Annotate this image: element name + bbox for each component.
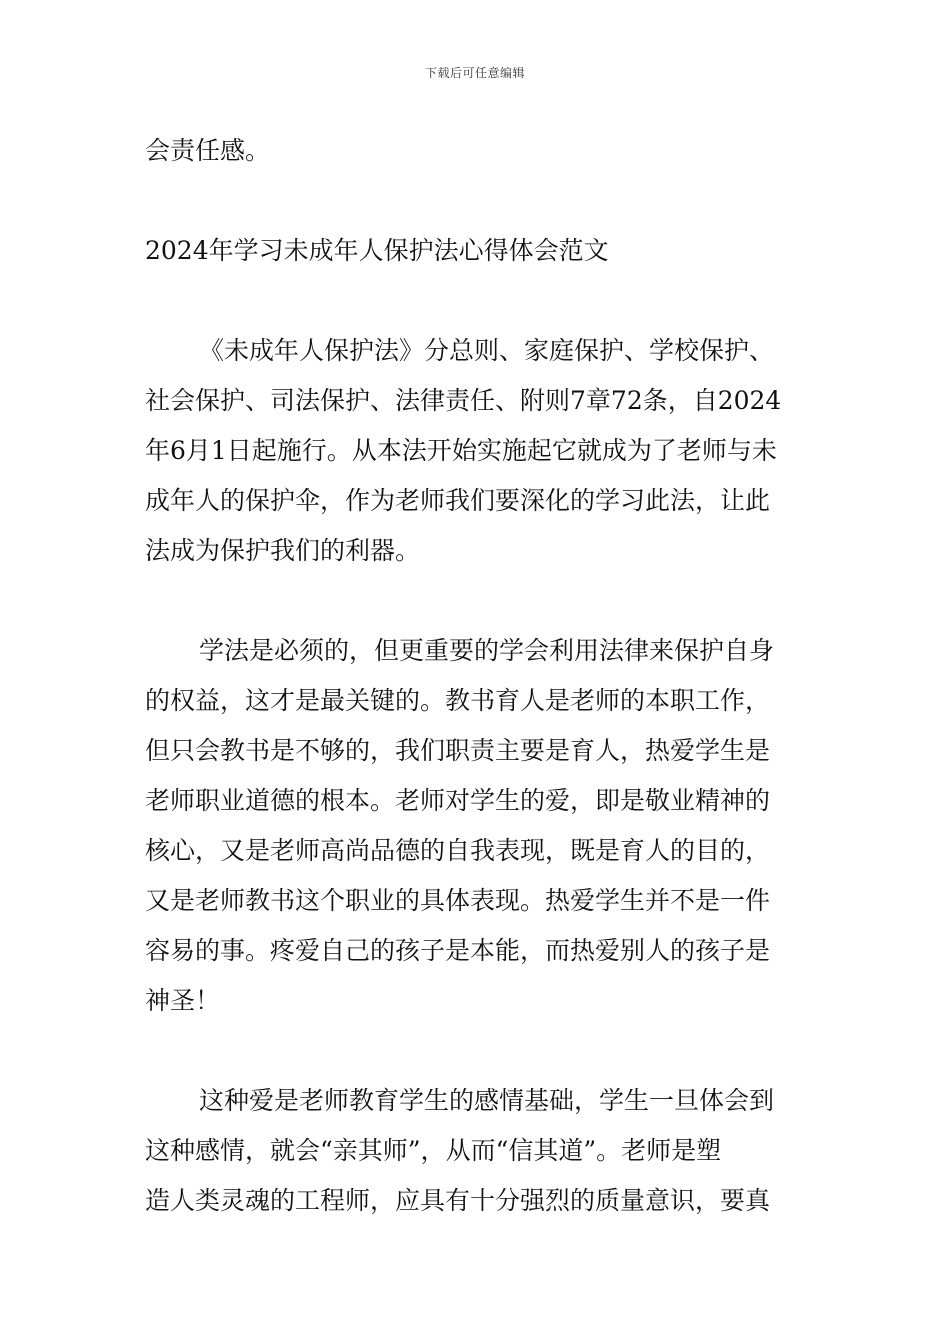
lead-line: 会责任感。: [145, 136, 271, 165]
paragraph-2: [145, 626, 807, 1026]
paragraph-line: 社会保护、司法保护、法律责任、附则7章72条，自2024: [145, 386, 782, 415]
document-body: [145, 126, 807, 1226]
paragraph-line: 又是老师教书这个职业的具体表现。热爱学生并不是一件: [145, 886, 771, 915]
paragraph-line: 成年人的保护伞，作为老师我们要深化的学习此法，让此: [145, 486, 771, 515]
paragraph-line: 年6月1日起施行。从本法开始实施起它就成为了老师与未: [145, 436, 777, 465]
paragraph-line: 老师职业道德的根本。老师对学生的爱，即是敬业精神的: [145, 786, 771, 815]
paragraph-line: 这种爱是老师教育学生的感情基础，学生一旦体会到: [199, 1086, 775, 1115]
paragraph-gap: [145, 1026, 807, 1076]
paragraph-line: 的权益，这才是最关键的。教书育人是老师的本职工作，: [145, 686, 771, 715]
paragraph-3: [145, 1076, 807, 1226]
paragraph-line: 但只会教书是不够的，我们职责主要是育人，热爱学生是: [145, 736, 771, 765]
paragraph-line: 造人类灵魂的工程师，应具有十分强烈的质量意识，要真: [145, 1186, 771, 1215]
paragraph-line: 《未成年人保护法》分总则、家庭保护、学校保护、: [199, 336, 775, 365]
paragraph-line: 容易的事。疼爱自己的孩子是本能，而热爱别人的孩子是: [145, 936, 771, 965]
paragraph-line: 神圣！: [145, 986, 221, 1015]
paragraph-gap: [145, 176, 807, 226]
paragraph-line: 学法是必须的，但更重要的学会利用法律来保护自身: [199, 636, 775, 665]
page-header: 下载后可任意编辑: [424, 66, 525, 80]
section-title: 2024年学习未成年人保护法心得体会范文: [145, 236, 609, 265]
paragraph-line: 这种感情，就会“亲其师”，从而“信其道”。老师是塑: [145, 1136, 722, 1165]
paragraph-gap: [145, 576, 807, 626]
paragraph-line: 法成为保护我们的利器。: [145, 536, 421, 565]
paragraph-1: [145, 326, 807, 576]
paragraph-line: 核心，又是老师高尚品德的自我表现，既是育人的目的，: [145, 836, 771, 865]
paragraph-gap: [145, 276, 807, 326]
